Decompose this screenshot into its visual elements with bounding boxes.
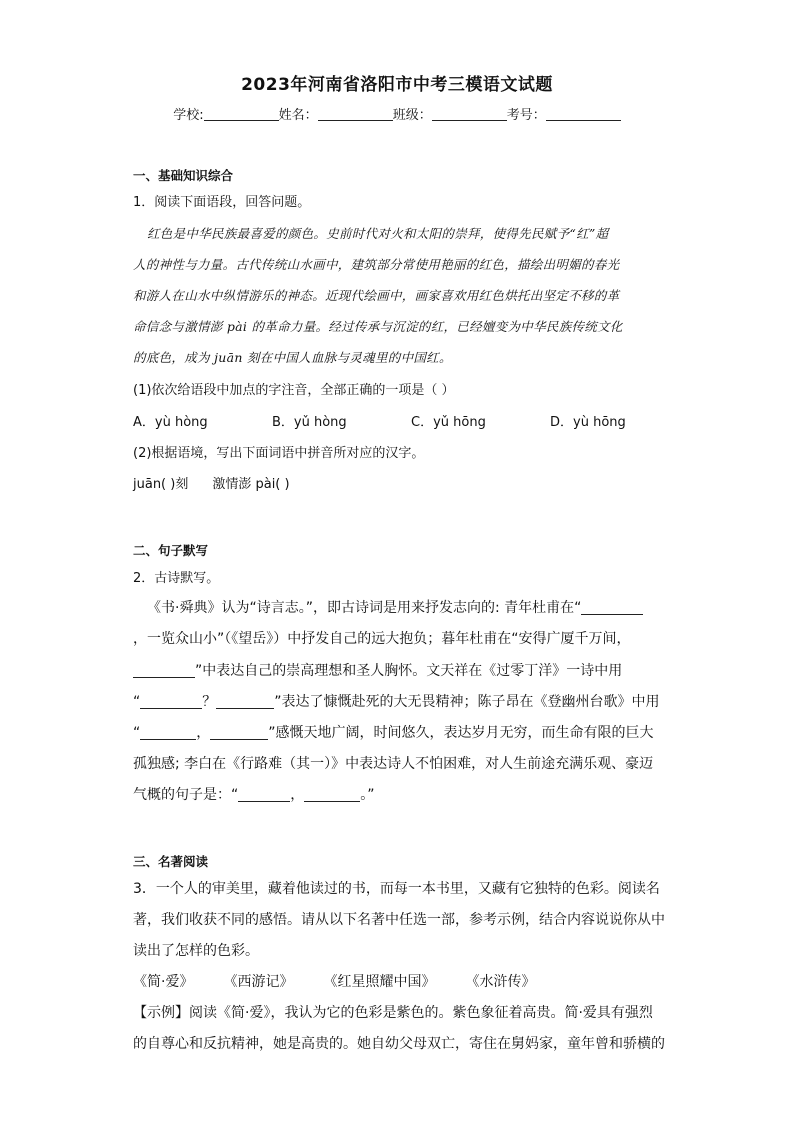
- sub-question-1: (1)依次给语段中加点的字注音，全部正确的一项是（ ）: [133, 383, 455, 398]
- answer-blank[interactable]: [216, 694, 274, 709]
- school-blank[interactable]: [204, 107, 279, 121]
- option-b[interactable]: B．yǔ hòng: [272, 415, 347, 430]
- answer-blank[interactable]: [133, 663, 195, 678]
- book-item: 《水浒传》: [465, 974, 536, 990]
- exam-no-label: 考号：: [506, 108, 546, 123]
- passage-line: 命信念与激情澎 pài 的革命力量。经过传承与沉淀的红，已经嬗变为中华民族传统文化: [133, 319, 623, 334]
- section-1-heading: 一、基础知识综合: [133, 168, 234, 183]
- options-row: [133, 411, 673, 430]
- question-3-line: 著，我们收获不同的感悟。请从以下名著中任选一部，参考示例，结合内容说说你从中: [133, 912, 665, 928]
- exam-no-blank[interactable]: [546, 107, 621, 121]
- option-a[interactable]: A．yù hòng: [133, 415, 208, 430]
- passage-line: 的底色，成为 juān 刻在中国人血脉与灵魂里的中国红。: [133, 350, 452, 365]
- poem-line: “ ， ”感慨天地广阔，时间悠久，表达岁月无穷，而生命有限的巨大: [133, 725, 654, 741]
- fill-pai[interactable]: 激情澎 pài( ): [212, 477, 290, 492]
- option-d[interactable]: D．yù hōng: [550, 415, 626, 430]
- question-3-line: 3．一个人的审美里，藏着他读过的书，而每一本书里，又藏有它独特的色彩。阅读名: [133, 881, 660, 897]
- poem-line: ，一览众山小”（《望岳》）中抒发自己的远大抱负；暮年杜甫在“安得广厦千万间，: [133, 631, 631, 647]
- passage-line: 红色是中华民族最喜爱的颜色。史前时代对火和太阳的崇拜，使得先民赋予“红”超: [147, 226, 609, 241]
- section-3-heading: 三、名著阅读: [133, 854, 209, 869]
- books-row: [133, 971, 673, 991]
- poem-line: 《书·舜典》认为“诗言志。”，即古诗词是用来抒发志向的: 青年杜甫在“: [133, 597, 687, 617]
- option-c[interactable]: C．yǔ hōng: [411, 415, 486, 430]
- answer-blank[interactable]: [238, 787, 290, 802]
- answer-blank[interactable]: [581, 600, 643, 615]
- poem-line: 孤独感; 李白在《行路难（其一）》中表达诗人不怕困难，对人生前途充满乐观、豪迈: [133, 756, 654, 772]
- student-info-line: [0, 104, 794, 123]
- example-line: 【示例】阅读《简·爱》，我认为它的色彩是紫色的。紫色象征着高贵。简·爱具有强烈: [133, 1005, 653, 1021]
- example-line: 的自尊心和反抗精神，她是高贵的。她自幼父母双亡，寄住在舅妈家，童年曾和骄横的: [133, 1036, 665, 1052]
- book-item: 《西游记》: [223, 974, 294, 990]
- answer-blank[interactable]: [304, 787, 360, 802]
- question-3-line: 读出了怎样的色彩。: [133, 943, 259, 959]
- question-1-intro: 1．阅读下面语段，回答问题。: [133, 195, 311, 210]
- question-2-intro: 2．古诗默写。: [133, 571, 220, 586]
- poem-line: ”中表达自己的崇高理想和圣人胸怀。文天祥在《过零丁洋》一诗中用: [133, 660, 673, 680]
- sub-question-2: (2)根据语境，写出下面词语中拼音所对应的汉字。: [133, 446, 425, 461]
- name-label: 姓名：: [278, 108, 318, 123]
- class-blank[interactable]: [432, 107, 507, 121]
- fill-row: [133, 473, 673, 492]
- book-item: 《简·爱》: [133, 974, 194, 990]
- section-2-heading: 二、句子默写: [133, 543, 209, 558]
- answer-blank[interactable]: [140, 725, 196, 740]
- answer-blank[interactable]: [210, 725, 268, 740]
- passage-line: 和游人在山水中纵情游乐的神态。近现代绘画中，画家喜欢用红色烘托出坚定不移的革: [133, 288, 620, 303]
- book-item: 《红星照耀中国》: [323, 974, 436, 990]
- class-label: 班级：: [392, 108, 432, 123]
- school-label: 学校:: [173, 108, 204, 123]
- answer-blank[interactable]: [140, 694, 202, 709]
- name-blank[interactable]: [318, 107, 393, 121]
- poem-line: 气概的句子是：“ ， 。”: [133, 787, 375, 803]
- passage-line: 人的神性与力量。古代传统山水画中，建筑部分常使用艳丽的红色，描绘出明媚的春光: [133, 257, 620, 272]
- page-title: 2023年河南省洛阳市中考三模语文试题: [241, 75, 553, 95]
- poem-line: “ ？ ”表达了慷慨赴死的大无畏精神；陈子昂在《登幽州台歌》中用: [133, 694, 660, 710]
- fill-juan[interactable]: juān( )刻: [133, 477, 189, 492]
